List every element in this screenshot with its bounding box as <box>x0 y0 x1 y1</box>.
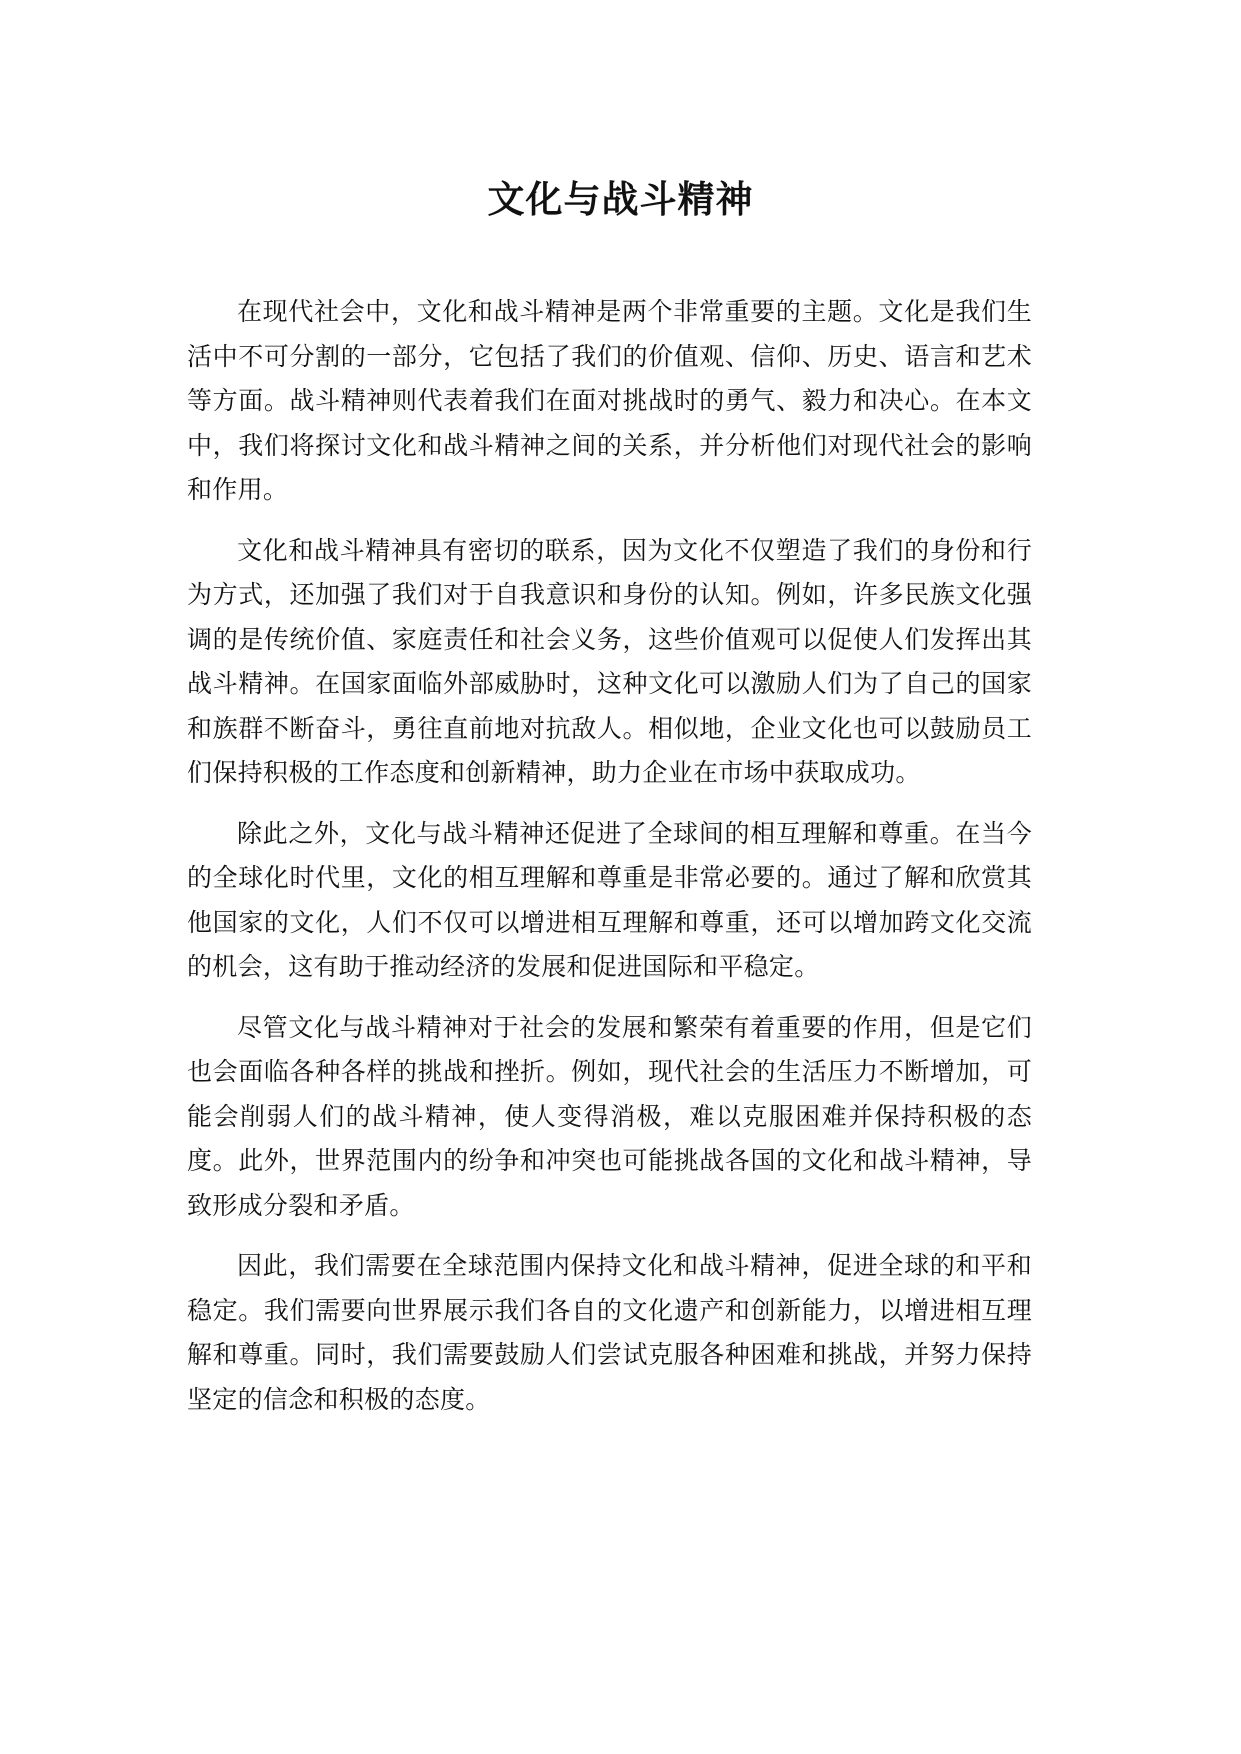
paragraph: 除此之外，文化与战斗精神还促进了全球间的相互理解和尊重。在当今的全球化时代里，文化的相互理解和尊重是非常必要的。通过了解和欣赏其他国家的文化，人们不仅可以增进相互理解和尊重，还可以增加跨文化交流的机会，这有助于推动经济的发展和促进国际和平稳定。 <box>187 818 1032 981</box>
paragraph: 尽管文化与战斗精神对于社会的发展和繁荣有着重要的作用，但是它们也会面临各种各样的挑战和挫折。例如，现代社会的生活压力不断增加，可能会削弱人们的战斗精神，使人变得消极，难以克服困难并保持积极的态度。此外，世界范围内的纷争和冲突也可能挑战各国的文化和战斗精神，导致形成分裂和矛盾。 <box>187 1012 1032 1220</box>
paragraph: 因此，我们需要在全球范围内保持文化和战斗精神，促进全球的和平和稳定。我们需要向世界展示我们各自的文化遗产和创新能力，以增进相互理解和尊重。同时，我们需要鼓励人们尝试克服各种困难和挑战，并努力保持坚定的信念和积极的态度。 <box>187 1251 1032 1414</box>
paragraph: 在现代社会中，文化和战斗精神是两个非常重要的主题。文化是我们生活中不可分割的一部分，它包括了我们的价值观、信仰、历史、语言和艺术等方面。战斗精神则代表着我们在面对挑战时的勇气、毅力和决心。在本文中，我们将探讨文化和战斗精神之间的关系，并分析他们对现代社会的影响和作用。 <box>187 297 1032 504</box>
document-title: 文化与战斗精神 <box>487 178 754 221</box>
paragraph: 文化和战斗精神具有密切的联系，因为文化不仅塑造了我们的身份和行为方式，还加强了我们对于自我意识和身份的认知。例如，许多民族文化强调的是传统价值、家庭责任和社会义务，这些价值观可以促使人们发挥出其战斗精神。在国家面临外部威胁时，这种文化可以激励人们为了自己的国家和族群不断奋斗，勇往直前地对抗敌人。相似地，企业文化也可以鼓励员工们保持积极的工作态度和创新精神，助力企业在市场中获取成功。 <box>187 535 1032 787</box>
document-body <box>187 290 1032 1438</box>
